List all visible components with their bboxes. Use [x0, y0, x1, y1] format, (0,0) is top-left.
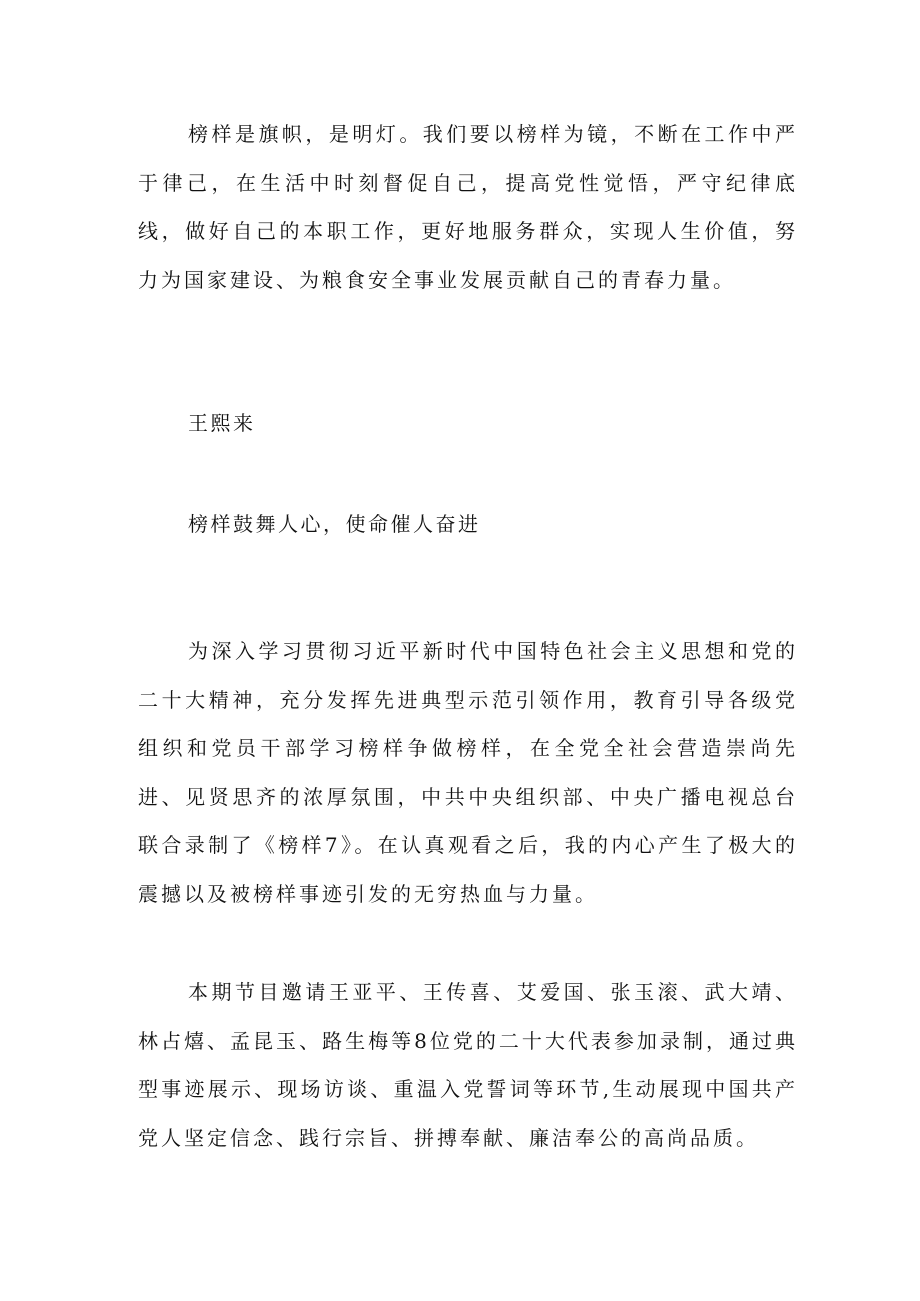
- paragraph-program-intro: 为深入学习贯彻习近平新时代中国特色社会主义思想和党的二十大精神，充分发挥先进典型示范引领作用，教育引导各级党组织和党员干部学习榜样争做榜样，在全党全社会营造崇尚先进、见贤思齐的浓厚氛围，中共中央组织部、中央广播电视总台联合录制了《榜样7》。在认真观看之后，我的内心产生了极大的震撼以及被榜样事迹引发的无穷热血与力量。: [138, 639, 798, 906]
- essay-title: 榜样鼓舞人心，使命催人奋进: [188, 512, 481, 536]
- paragraph-program-guests: 本期节目邀请王亚平、王传喜、艾爱国、张玉滚、武大靖、林占熺、孟昆玉、路生梅等8位党的二十大代表参加录制，通过典型事迹展示、现场访谈、重温入党誓词等环节,生动展现中国共产党人坚定信念、践行宗旨、拼搏奉献、廉洁奉公的高尚品质。: [138, 980, 798, 1150]
- author-name: 王熙来: [188, 411, 256, 435]
- paragraph-role-model-mirror: 榜样是旗帜，是明灯。我们要以榜样为镜，不断在工作中严于律己，在生活中时刻督促自己，提高党性觉悟，严守纪律底线，做好自己的本职工作，更好地服务群众，实现人生价值，努力为国家建设、为粮食安全事业发展贡献自己的青春力量。: [138, 122, 798, 292]
